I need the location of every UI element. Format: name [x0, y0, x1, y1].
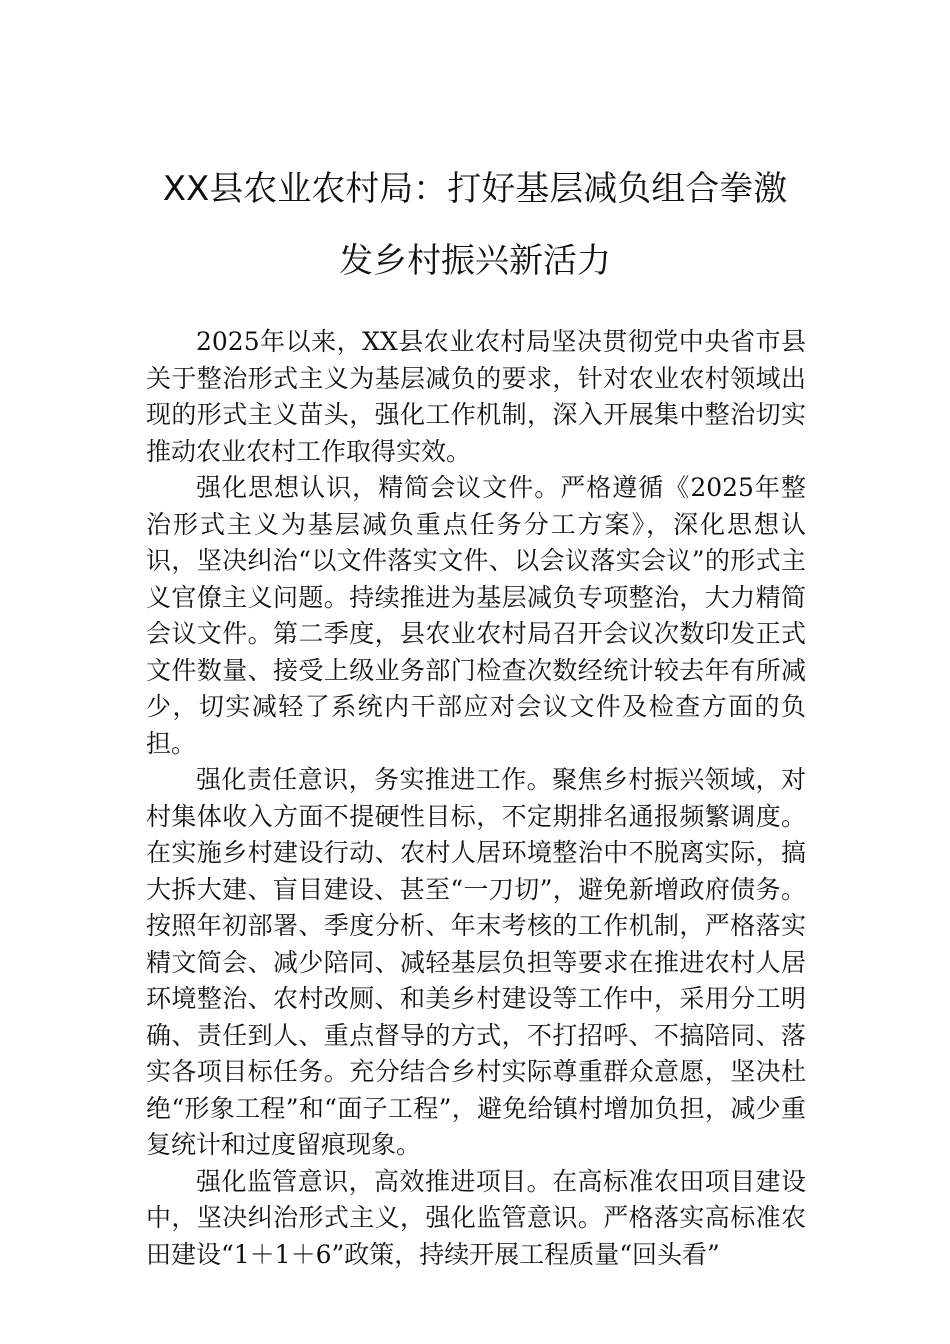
document-title — [140, 153, 810, 297]
paragraph-intro: 2025年以来，XX县农业农村局坚决贯彻党中央省市县关于整治形式主义为基层减负的要求，针对农业农村领域出现的形式主义苗头，强化工作机制，深入开展集中整治切实推动农业农村工作取得实效。 — [146, 327, 806, 466]
paragraph-supervision: 强化监管意识，高效推进项目。在高标准农田项目建设中，坚决纠治形式主义，强化监管意识。严格落实高标准农田建设“1＋1＋6”政策，持续开展工程质量“回头看” — [146, 1166, 806, 1269]
title-line-2: 发乡村振兴新活力 — [339, 241, 611, 281]
document-body — [146, 324, 806, 1273]
title-line-1: XX县农业农村局：打好基层减负组合拳激 — [162, 169, 788, 209]
paragraph-responsibility: 强化责任意识，务实推进工作。聚焦乡村振兴领域，对村集体收入方面不提硬性目标，不定期排名通报频繁调度。在实施乡村建设行动、农村人居环境整治中不脱离实际，搞大拆大建、盲目建设、甚至“一刀切”，避免新增政府债务。按照年初部署、季度分析、年末考核的工作机制，严格落实精文简会、减少陪同、减轻基层负担等要求在推进农村人居环境整治、农村改厕、和美乡村建设等工作中，采用分工明确、责任到人、重点督导的方式，不打招呼、不搞陪同、落实各项目标任务。充分结合乡村实际尊重群众意愿，坚决杜绝“形象工程”和“面子工程”，避免给镇村增加负担，减少重复统计和过度留痕现象。 — [146, 765, 806, 1159]
paragraph-meetings: 强化思想认识，精简会议文件。严格遵循《2025年整治形式主义为基层减负重点任务分工方案》，深化思想认识，坚决纠治“以文件落实文件、以会议落实会议”的形式主义官僚主义问题。持续推进为基层减负专项整治，大力精简会议文件。第二季度，县农业农村局召开会议次数印发正式文件数量、接受上级业务部门检查次数经统计较去年有所减少，切实减轻了系统内干部应对会议文件及检查方面的负担。 — [146, 473, 806, 758]
